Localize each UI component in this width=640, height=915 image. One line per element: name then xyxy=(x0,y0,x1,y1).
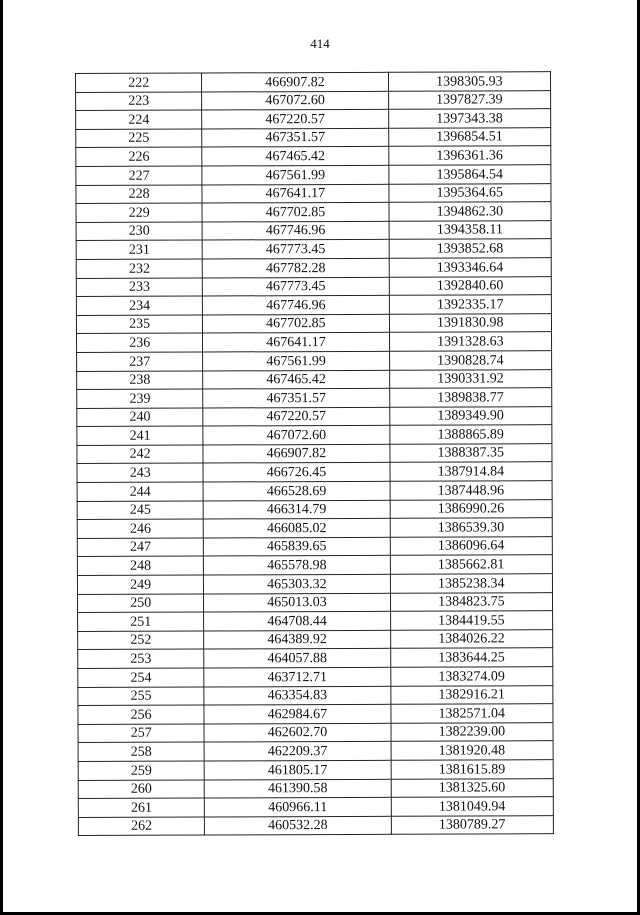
y-coordinate-cell: 1394862.30 xyxy=(389,202,552,221)
table-row xyxy=(78,741,553,761)
point-number-cell: 222 xyxy=(76,73,202,92)
y-coordinate-cell: 1393346.64 xyxy=(389,258,552,277)
table-row xyxy=(77,388,552,408)
y-coordinate-cell: 1381049.94 xyxy=(391,797,554,816)
y-coordinate-cell: 1381325.60 xyxy=(391,778,554,797)
table-row xyxy=(78,778,553,798)
x-coordinate-cell: 467220.57 xyxy=(202,109,388,128)
x-coordinate-cell: 462984.67 xyxy=(204,704,390,723)
table-row xyxy=(77,406,552,426)
x-coordinate-cell: 463354.83 xyxy=(204,686,390,705)
x-coordinate-cell: 465578.98 xyxy=(204,556,390,575)
y-coordinate-cell: 1382239.00 xyxy=(391,722,554,741)
point-number-cell: 239 xyxy=(77,389,203,408)
y-coordinate-cell: 1389349.90 xyxy=(389,406,552,425)
y-coordinate-cell: 1386096.64 xyxy=(390,537,553,556)
x-coordinate-cell: 463712.71 xyxy=(204,667,390,686)
x-coordinate-cell: 462602.70 xyxy=(204,723,390,742)
point-number-cell: 261 xyxy=(78,798,204,817)
table-row xyxy=(78,592,553,612)
table-row xyxy=(77,332,552,352)
point-number-cell: 228 xyxy=(76,185,202,204)
y-coordinate-cell: 1394358.11 xyxy=(389,220,552,239)
x-coordinate-cell: 464389.92 xyxy=(204,630,390,649)
y-coordinate-cell: 1385238.34 xyxy=(390,574,553,593)
x-coordinate-cell: 467351.57 xyxy=(203,388,389,407)
x-coordinate-cell: 467702.85 xyxy=(203,314,389,333)
y-coordinate-cell: 1395364.65 xyxy=(388,183,551,202)
x-coordinate-cell: 467746.96 xyxy=(202,221,388,240)
x-coordinate-cell: 467782.28 xyxy=(203,258,389,277)
x-coordinate-cell: 467561.99 xyxy=(203,351,389,370)
table-row xyxy=(77,444,552,464)
y-coordinate-cell: 1393852.68 xyxy=(389,239,552,258)
y-coordinate-cell: 1384419.55 xyxy=(390,611,553,630)
table-row xyxy=(76,90,551,110)
x-coordinate-cell: 467773.45 xyxy=(203,277,389,296)
point-number-cell: 243 xyxy=(77,463,203,482)
table-row xyxy=(76,72,551,92)
y-coordinate-cell: 1390331.92 xyxy=(389,369,552,388)
x-coordinate-cell: 467641.17 xyxy=(203,333,389,352)
table-row xyxy=(76,109,551,129)
y-coordinate-cell: 1396361.36 xyxy=(388,146,551,165)
y-coordinate-cell: 1385662.81 xyxy=(390,555,553,574)
point-number-cell: 241 xyxy=(77,426,203,445)
x-coordinate-cell: 464708.44 xyxy=(204,612,390,631)
point-number-cell: 245 xyxy=(77,501,203,520)
y-coordinate-cell: 1396854.51 xyxy=(388,127,551,146)
point-number-cell: 252 xyxy=(78,631,204,650)
table-row xyxy=(78,760,553,780)
y-coordinate-cell: 1386990.26 xyxy=(390,499,553,518)
table-row xyxy=(76,202,551,222)
point-number-cell: 235 xyxy=(76,315,202,334)
table-row xyxy=(77,555,552,575)
table-row xyxy=(77,481,552,501)
point-number-cell: 254 xyxy=(78,668,204,687)
point-number-cell: 247 xyxy=(77,538,203,557)
table-row xyxy=(76,183,551,203)
table-row xyxy=(77,518,552,538)
x-coordinate-cell: 467773.45 xyxy=(202,240,388,259)
y-coordinate-cell: 1388865.89 xyxy=(389,425,552,444)
x-coordinate-cell: 467746.96 xyxy=(203,295,389,314)
x-coordinate-cell: 466528.69 xyxy=(203,481,389,500)
y-coordinate-cell: 1383274.09 xyxy=(390,667,553,686)
x-coordinate-cell: 466085.02 xyxy=(204,519,390,538)
table-row xyxy=(76,258,551,278)
y-coordinate-cell: 1389838.77 xyxy=(389,388,552,407)
point-number-cell: 249 xyxy=(77,575,203,594)
x-coordinate-cell: 460966.11 xyxy=(205,797,391,816)
x-coordinate-cell: 467465.42 xyxy=(203,370,389,389)
y-coordinate-cell: 1398305.93 xyxy=(388,72,551,91)
table-row xyxy=(78,667,553,687)
page-number: 414 xyxy=(310,36,330,51)
point-number-cell: 224 xyxy=(76,110,202,129)
y-coordinate-cell: 1397827.39 xyxy=(388,90,551,109)
point-number-cell: 258 xyxy=(78,742,204,761)
y-coordinate-cell: 1391830.98 xyxy=(389,313,552,332)
y-coordinate-cell: 1397343.38 xyxy=(388,109,551,128)
point-number-cell: 232 xyxy=(76,259,202,278)
x-coordinate-cell: 467220.57 xyxy=(203,407,389,426)
y-coordinate-cell: 1381920.48 xyxy=(391,741,554,760)
point-number-cell: 262 xyxy=(78,817,204,836)
x-coordinate-cell: 461805.17 xyxy=(204,760,390,779)
point-number-cell: 259 xyxy=(78,761,204,780)
x-coordinate-cell: 461390.58 xyxy=(205,779,391,798)
point-number-cell: 229 xyxy=(76,203,202,222)
point-number-cell: 250 xyxy=(78,594,204,613)
table-row xyxy=(78,611,553,631)
point-number-cell: 244 xyxy=(77,482,203,501)
table-row xyxy=(77,537,552,557)
table-row xyxy=(78,648,553,668)
scan-border-left xyxy=(0,0,3,915)
y-coordinate-cell: 1382571.04 xyxy=(390,704,553,723)
x-coordinate-cell: 466907.82 xyxy=(202,72,388,91)
x-coordinate-cell: 467465.42 xyxy=(202,147,388,166)
point-number-cell: 240 xyxy=(77,408,203,427)
table-row xyxy=(77,462,552,482)
point-number-cell: 253 xyxy=(78,649,204,668)
y-coordinate-cell: 1387914.84 xyxy=(390,462,553,481)
x-coordinate-cell: 466907.82 xyxy=(203,444,389,463)
y-coordinate-cell: 1383644.25 xyxy=(390,648,553,667)
x-coordinate-cell: 462209.37 xyxy=(204,742,390,761)
point-number-cell: 248 xyxy=(77,556,203,575)
point-number-cell: 246 xyxy=(77,519,203,538)
table-row xyxy=(76,165,551,185)
point-number-cell: 251 xyxy=(78,612,204,631)
point-number-cell: 227 xyxy=(76,166,202,185)
y-coordinate-cell: 1384823.75 xyxy=(390,592,553,611)
y-coordinate-cell: 1392335.17 xyxy=(389,295,552,314)
table-row xyxy=(77,425,552,445)
y-coordinate-cell: 1384026.22 xyxy=(390,629,553,648)
table-row xyxy=(77,351,552,371)
x-coordinate-cell: 467702.85 xyxy=(202,202,388,221)
x-coordinate-cell: 465013.03 xyxy=(204,593,390,612)
table-row xyxy=(76,239,551,259)
x-coordinate-cell: 467072.60 xyxy=(203,426,389,445)
point-number-cell: 226 xyxy=(76,147,202,166)
table-row xyxy=(77,499,552,519)
table-row xyxy=(78,797,553,817)
table-row xyxy=(76,295,551,315)
y-coordinate-cell: 1381615.89 xyxy=(391,760,554,779)
x-coordinate-cell: 467641.17 xyxy=(202,184,388,203)
y-coordinate-cell: 1387448.96 xyxy=(390,481,553,500)
point-number-cell: 260 xyxy=(78,780,204,799)
y-coordinate-cell: 1380789.27 xyxy=(391,815,554,834)
point-number-cell: 230 xyxy=(76,222,202,241)
table-row xyxy=(78,685,553,705)
table-row xyxy=(77,369,552,389)
point-number-cell: 223 xyxy=(76,92,202,111)
y-coordinate-cell: 1391328.63 xyxy=(389,332,552,351)
point-number-cell: 234 xyxy=(76,296,202,315)
point-number-cell: 237 xyxy=(77,352,203,371)
x-coordinate-cell: 466314.79 xyxy=(203,500,389,519)
table-row xyxy=(78,722,553,742)
x-coordinate-cell: 467072.60 xyxy=(202,91,388,110)
point-number-cell: 256 xyxy=(78,705,204,724)
point-number-cell: 231 xyxy=(76,240,202,259)
point-number-cell: 242 xyxy=(77,445,203,464)
table-row xyxy=(76,220,551,240)
coordinates-table-body xyxy=(76,72,554,836)
x-coordinate-cell: 465303.32 xyxy=(204,574,390,593)
table-row xyxy=(78,815,553,835)
y-coordinate-cell: 1390828.74 xyxy=(389,351,552,370)
table-row xyxy=(76,146,551,166)
table-row xyxy=(77,574,552,594)
point-number-cell: 255 xyxy=(78,687,204,706)
table-row xyxy=(76,276,551,296)
table-row xyxy=(78,704,553,724)
table-row xyxy=(76,313,551,333)
point-number-cell: 225 xyxy=(76,129,202,148)
table-row xyxy=(78,629,553,649)
point-number-cell: 238 xyxy=(77,371,203,390)
x-coordinate-cell: 465839.65 xyxy=(204,537,390,556)
x-coordinate-cell: 467351.57 xyxy=(202,128,388,147)
point-number-cell: 236 xyxy=(77,333,203,352)
y-coordinate-cell: 1392840.60 xyxy=(389,276,552,295)
point-number-cell: 257 xyxy=(78,724,204,743)
y-coordinate-cell: 1388387.35 xyxy=(389,444,552,463)
x-coordinate-cell: 460532.28 xyxy=(205,816,391,835)
table-row xyxy=(76,127,551,147)
x-coordinate-cell: 466726.45 xyxy=(203,463,389,482)
coordinates-table xyxy=(75,71,554,836)
point-number-cell: 233 xyxy=(76,278,202,297)
y-coordinate-cell: 1382916.21 xyxy=(390,685,553,704)
y-coordinate-cell: 1395864.54 xyxy=(388,165,551,184)
x-coordinate-cell: 464057.88 xyxy=(204,649,390,668)
y-coordinate-cell: 1386539.30 xyxy=(390,518,553,537)
x-coordinate-cell: 467561.99 xyxy=(202,165,388,184)
